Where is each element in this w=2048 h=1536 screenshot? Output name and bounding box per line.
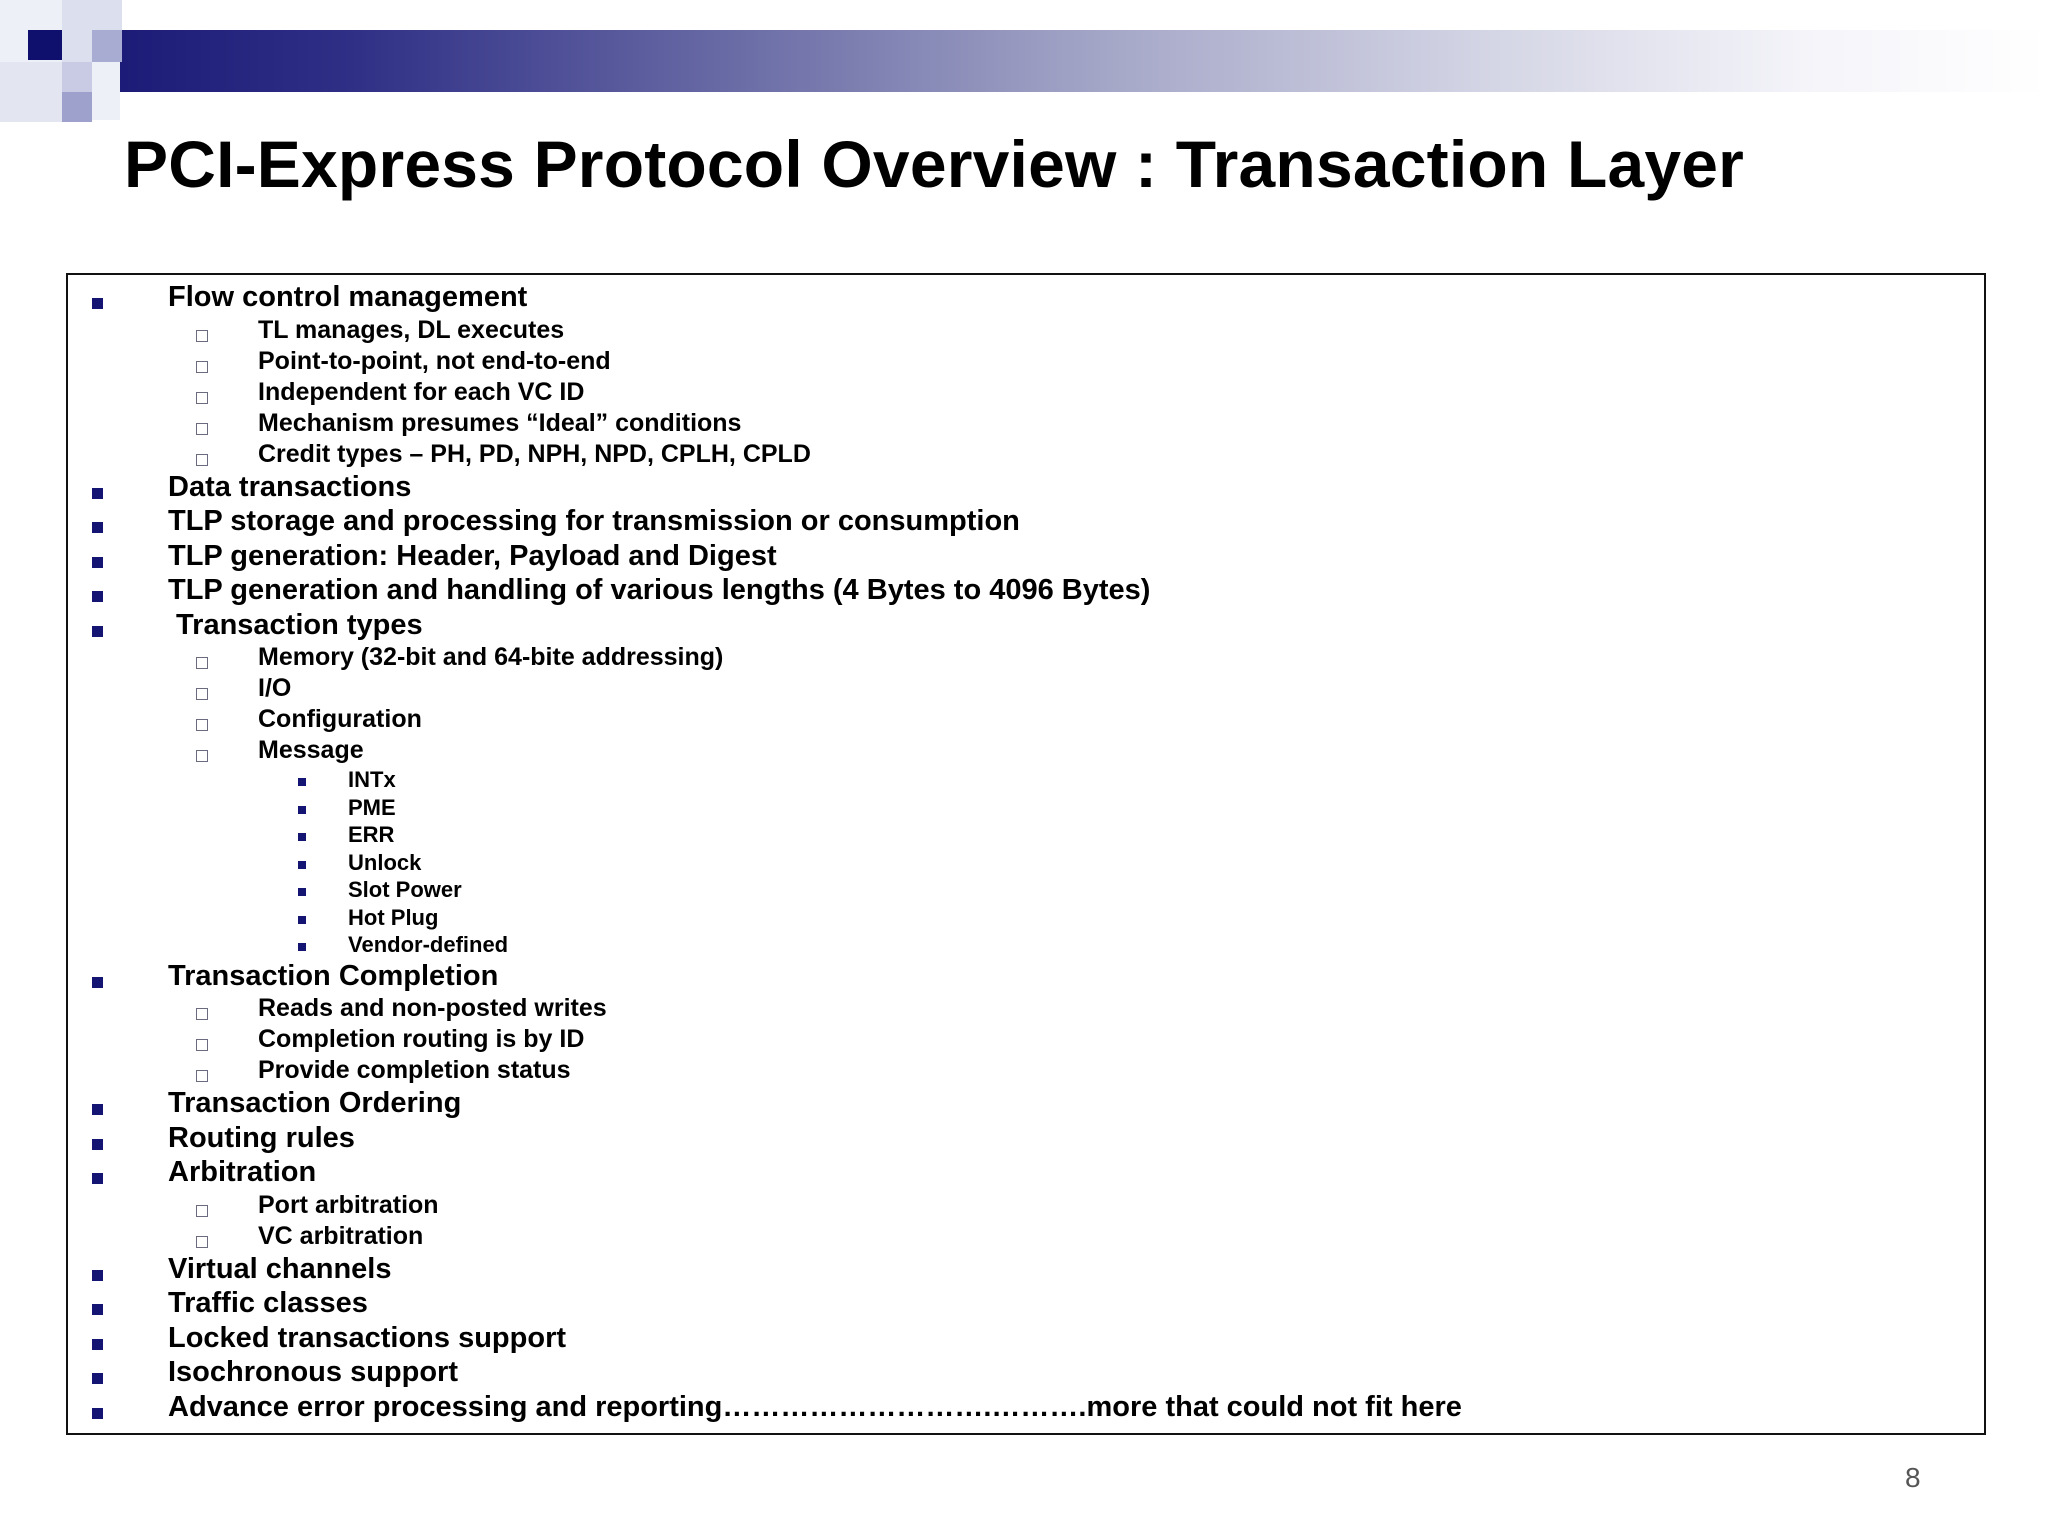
filled-square-bullet-icon	[92, 298, 103, 309]
hollow-square-bullet-icon	[196, 454, 208, 466]
bullet-text: Isochronous support	[168, 1356, 458, 1388]
bullet-text: Data transactions	[168, 470, 412, 503]
sub-bullet-item	[68, 1222, 1984, 1253]
hollow-square-bullet-icon	[196, 1070, 208, 1082]
sub-bullet-item	[68, 705, 1984, 736]
header-decor-square	[62, 62, 92, 92]
sub-bullet-item	[68, 736, 1984, 767]
sub-sub-bullet-item	[68, 822, 1984, 850]
sub-bullet-item	[68, 378, 1984, 409]
sub-bullet-item	[68, 994, 1984, 1025]
filled-square-bullet-icon	[92, 1139, 103, 1150]
sub-sub-bullet-item	[68, 932, 1984, 960]
header-decor-square	[28, 30, 62, 60]
filled-square-bullet-icon	[92, 1104, 103, 1115]
filled-square-bullet-icon	[298, 943, 306, 951]
bullet-item	[68, 1287, 1984, 1322]
filled-square-bullet-icon	[92, 488, 103, 499]
bullet-text: Transaction Completion	[168, 959, 499, 992]
sub-bullet-item	[68, 316, 1984, 347]
bullet-content-box	[66, 273, 1986, 1435]
bullet-item	[68, 1156, 1984, 1191]
bullet-text: Point-to-point, not end-to-end	[258, 346, 611, 375]
bullet-text: Routing rules	[168, 1121, 355, 1154]
bullet-text: Vendor-defined	[348, 932, 509, 957]
filled-square-bullet-icon	[298, 833, 306, 841]
hollow-square-bullet-icon	[196, 688, 208, 700]
filled-square-bullet-icon	[92, 1339, 103, 1350]
sub-bullet-item	[68, 409, 1984, 440]
filled-square-bullet-icon	[92, 1304, 103, 1315]
bullet-text: Provide completion status	[258, 1056, 571, 1084]
header-gradient-band	[120, 30, 2048, 92]
bullet-item	[68, 505, 1984, 540]
sub-bullet-item	[68, 674, 1984, 705]
sub-bullet-item	[68, 347, 1984, 378]
bullet-item	[68, 1122, 1984, 1157]
bullet-text: Completion routing is by ID	[258, 1025, 585, 1053]
sub-bullet-item	[68, 643, 1984, 674]
hollow-square-bullet-icon	[196, 330, 208, 342]
bullet-text: ERR	[348, 822, 395, 847]
hollow-square-bullet-icon	[196, 1008, 208, 1020]
bullet-text: Hot Plug	[348, 904, 439, 930]
filled-square-bullet-icon	[92, 626, 103, 637]
sub-sub-bullet-item	[68, 877, 1984, 905]
filled-square-bullet-icon	[92, 1270, 103, 1281]
bullet-text: Reads and non-posted writes	[258, 994, 607, 1022]
bullet-text: Configuration	[258, 705, 422, 733]
filled-square-bullet-icon	[92, 1173, 103, 1184]
filled-square-bullet-icon	[298, 778, 306, 786]
bullet-text: TLP storage and processing for transmission or consumption	[168, 505, 1020, 537]
bullet-text: TL manages, DL executes	[258, 315, 565, 344]
bullet-text: I/O	[258, 674, 292, 702]
bullet-text: Credit types – PH, PD, NPH, NPD, CPLH, CPLD	[258, 439, 811, 468]
hollow-square-bullet-icon	[196, 423, 208, 435]
hollow-square-bullet-icon	[196, 392, 208, 404]
sub-bullet-item	[68, 1056, 1984, 1087]
sub-sub-bullet-item	[68, 905, 1984, 933]
filled-square-bullet-icon	[92, 522, 103, 533]
bullet-item	[68, 281, 1984, 316]
bullet-text: Traffic classes	[168, 1287, 368, 1319]
hollow-square-bullet-icon	[196, 1039, 208, 1051]
sub-sub-bullet-item	[68, 767, 1984, 795]
bullet-text: Locked transactions support	[168, 1321, 567, 1354]
bullet-text: Memory (32-bit and 64-bite addressing)	[258, 643, 724, 671]
sub-bullet-item	[68, 440, 1984, 471]
hollow-square-bullet-icon	[196, 1205, 208, 1217]
bullet-item	[68, 540, 1984, 575]
bullet-item	[68, 1322, 1984, 1357]
header-decor-square	[92, 30, 122, 62]
filled-square-bullet-icon	[92, 1408, 103, 1419]
filled-square-bullet-icon	[92, 557, 103, 568]
filled-square-bullet-icon	[298, 861, 306, 869]
bullet-text: PME	[348, 794, 396, 820]
page-number: 8	[1905, 1462, 1921, 1493]
bullet-text: Mechanism presumes “Ideal” conditions	[258, 408, 742, 437]
sub-bullet-item	[68, 1025, 1984, 1056]
sub-sub-bullet-item	[68, 795, 1984, 823]
bullet-text: Unlock	[348, 849, 422, 875]
filled-square-bullet-icon	[298, 888, 306, 896]
bullet-item	[68, 1253, 1984, 1288]
bullet-item	[68, 1087, 1984, 1122]
filled-square-bullet-icon	[92, 977, 103, 988]
filled-square-bullet-icon	[298, 916, 306, 924]
bullet-text: Flow control management	[168, 281, 528, 313]
bullet-text: Independent for each VC ID	[258, 377, 585, 406]
bullet-text: VC arbitration	[258, 1221, 424, 1250]
hollow-square-bullet-icon	[196, 750, 208, 762]
bullet-text: Virtual channels	[168, 1252, 392, 1285]
bullet-text: TLP generation: Header, Payload and Digest	[168, 539, 777, 572]
header-decor-square	[62, 92, 92, 122]
bullet-text: TLP generation and handling of various lengths (4 Bytes to 4096 Bytes)	[168, 574, 1151, 606]
bullet-item	[68, 471, 1984, 506]
filled-square-bullet-icon	[92, 1373, 103, 1384]
sub-bullet-item	[68, 1191, 1984, 1222]
sub-sub-bullet-item	[68, 850, 1984, 878]
slide-title: PCI-Express Protocol Overview : Transaction Layer	[124, 127, 1745, 201]
bullet-item	[68, 1391, 1984, 1426]
hollow-square-bullet-icon	[196, 1236, 208, 1248]
bullet-text: Message	[258, 736, 364, 764]
bullet-text: Port arbitration	[258, 1190, 439, 1219]
bullet-text: INTx	[348, 767, 396, 792]
hollow-square-bullet-icon	[196, 657, 208, 669]
filled-square-bullet-icon	[298, 806, 306, 814]
bullet-text: Advance error processing and reporting……………………….……….more that could not fit here	[168, 1390, 1462, 1423]
bullet-item	[68, 960, 1984, 995]
bullet-item	[68, 609, 1984, 644]
bullet-text: Transaction Ordering	[168, 1087, 462, 1119]
bullet-text: Slot Power	[348, 877, 462, 902]
hollow-square-bullet-icon	[196, 719, 208, 731]
filled-square-bullet-icon	[92, 591, 103, 602]
hollow-square-bullet-icon	[196, 361, 208, 373]
header-decor-square	[0, 62, 62, 122]
bullet-item	[68, 1356, 1984, 1391]
bullet-text: Arbitration	[168, 1156, 317, 1188]
bullet-item	[68, 574, 1984, 609]
bullet-text: Transaction types	[168, 608, 423, 641]
